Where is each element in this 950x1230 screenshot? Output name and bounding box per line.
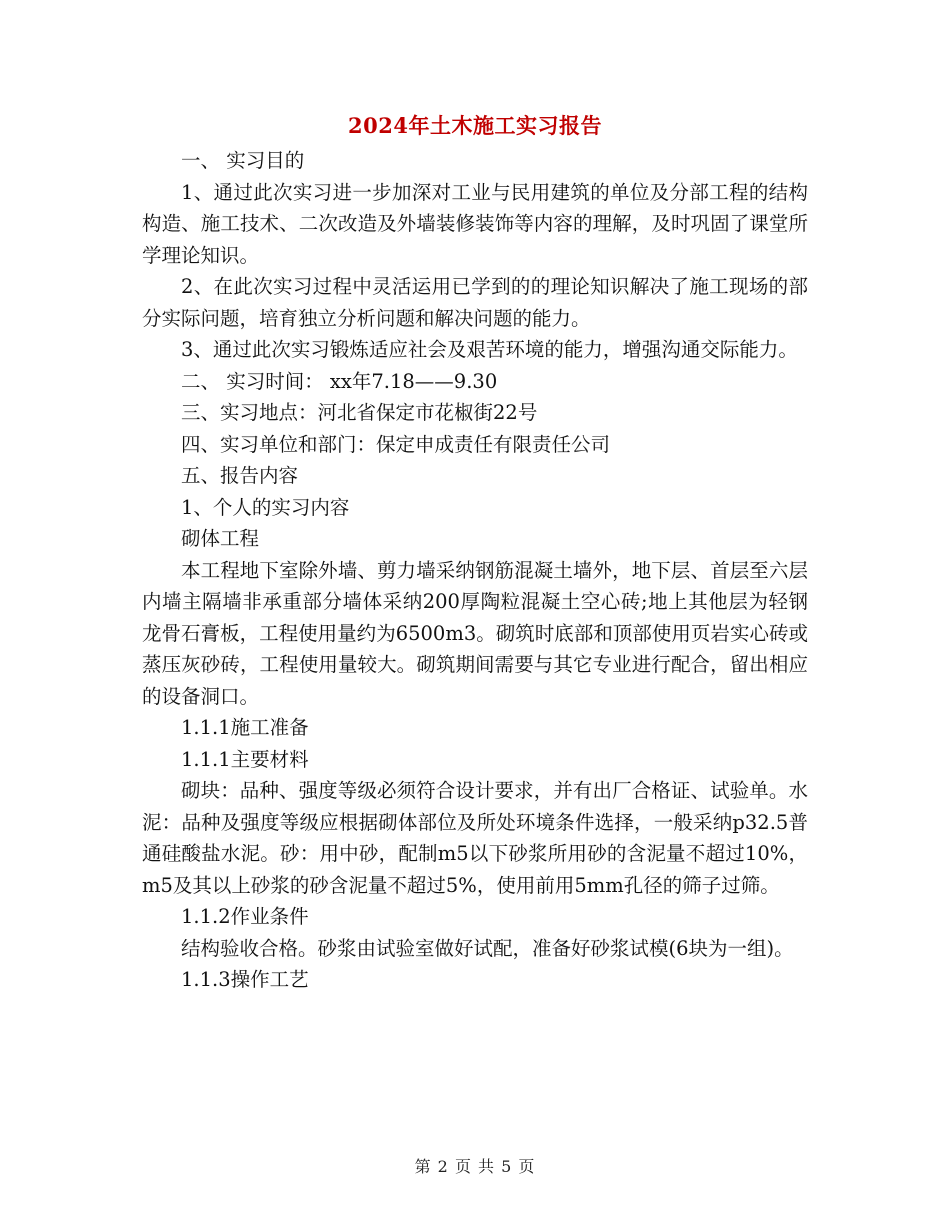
section-heading-time: 二、 实习时间： xx年7.18——9.30 bbox=[181, 369, 498, 393]
subsection-heading: 1.1.3操作工艺 bbox=[181, 968, 309, 991]
paragraph: 本工程地下室除外墙、剪力墙采纳钢筋混凝土墙外，地下层、首层至六层内墙主隔墙非承重部分墙体采纳200厚陶粒混凝土空心砖;地上其他层为轻钢龙骨石膏板，工程使用量约为6500m3。砌筑时底部和顶部使用页岩实心砖或蒸压灰砂砖，工程使用量较大。砌筑期间需要与其它专业进行配合，留出相应的设备洞口。 bbox=[142, 558, 808, 708]
paragraph: 结构验收合格。砂浆由试验室做好试配，准备好砂浆试模(6块为一组)。 bbox=[181, 936, 794, 960]
subsection-heading: 1、个人的实习内容 bbox=[181, 495, 350, 519]
subsection-heading: 砌体工程 bbox=[181, 527, 260, 550]
subsection-heading: 1.1.1施工准备 bbox=[181, 716, 309, 739]
section-heading-unit: 四、实习单位和部门：保定申成责任有限责任公司 bbox=[181, 432, 611, 456]
paragraph: 3、通过此次实习锻炼适应社会及艰苦环境的能力，增强沟通交际能力。 bbox=[181, 338, 798, 361]
subsection-heading: 1.1.1主要材料 bbox=[181, 747, 309, 771]
subsection-heading: 1.1.2作业条件 bbox=[181, 905, 309, 928]
paragraph: 2、在此次实习过程中灵活运用已学到的的理论知识解决了施工现场的部分实际问题，培育独立分析问题和解决问题的能力。 bbox=[142, 275, 808, 330]
section-heading-purpose: 一、 实习目的 bbox=[181, 149, 305, 172]
document-title: 2024年土木施工实习报告 bbox=[348, 113, 602, 138]
page-number-footer: 第 2 页 共 5 页 bbox=[414, 1157, 536, 1176]
document-body bbox=[142, 145, 808, 996]
paragraph: 砌块：品种、强度等级必须符合设计要求，并有出厂合格证、试验单。水泥：品种及强度等级应根据砌体部位及所处环境条件选择，一般采纳p32.5普通硅酸盐水泥。砂：用中砂，配制m5以下砂浆所用砂的含泥量不超过10%，m5及其以上砂浆的砂含泥量不超过5%，使用前用5mm孔径的筛子过筛。 bbox=[142, 779, 808, 897]
section-heading-content: 五、报告内容 bbox=[181, 464, 299, 487]
paragraph: 1、通过此次实习进一步加深对工业与民用建筑的单位及分部工程的结构构造、施工技术、二次改造及外墙装修装饰等内容的理解，及时巩固了课堂所学理论知识。 bbox=[142, 180, 808, 267]
section-heading-location: 三、实习地点：河北省保定市花椒街22号 bbox=[181, 401, 538, 424]
